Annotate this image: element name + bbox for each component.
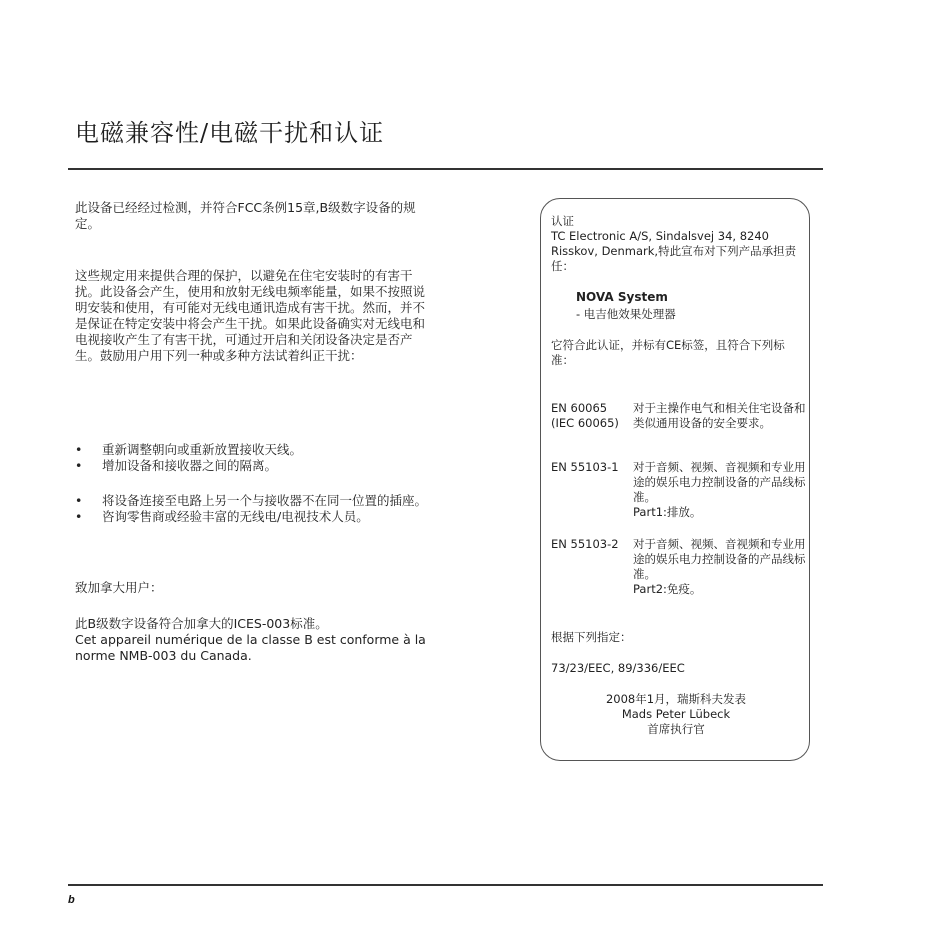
- bullet-marker: •: [75, 442, 83, 457]
- list-item-text: 增加设备和接收器之间的隔离。: [102, 458, 278, 473]
- signer-title: 首席执行官: [647, 722, 705, 736]
- standard-code: EN 55103-1: [551, 460, 619, 474]
- fcc-compliance-paragraph: 此设备已经经过检测，并符合FCC条例15章,B级数字设备的规定。: [75, 200, 416, 231]
- remedy-list-group-2: [75, 493, 445, 525]
- canada-compliance-text: [75, 616, 447, 664]
- list-item-text: 咨询零售商或经验丰富的无线电/电视技术人员。: [102, 509, 369, 524]
- signature-block: [551, 692, 801, 737]
- header-divider: [68, 168, 823, 170]
- certification-title: 认证: [551, 214, 574, 228]
- list-item: [75, 442, 445, 458]
- list-item-text: 将设备连接至电路上另一个与接收器不在同一位置的插座。: [102, 493, 428, 508]
- issue-date-place: 2008年1月，瑞斯科夫发表: [605, 692, 747, 706]
- standard-code: EN 60065 (IEC 60065): [551, 401, 619, 430]
- canada-line-french: Cet appareil numérique de la classe B est conforme à la norme NMB-003 du Canada.: [75, 632, 426, 663]
- canada-line-chinese: 此B级数字设备符合加拿大的ICES-003标准。: [75, 616, 328, 631]
- list-item-text: 重新调整朝向或重新放置接收天线。: [102, 442, 303, 457]
- page-number: b: [68, 894, 75, 906]
- bullet-marker: •: [75, 509, 83, 524]
- product-name: NOVA System: [576, 290, 668, 304]
- standard-description: [633, 460, 806, 520]
- canada-heading: 致加拿大用户：: [75, 580, 163, 595]
- directive-label: 根据下列指定：: [551, 630, 632, 644]
- list-item: [75, 509, 445, 525]
- ce-statement: 它符合此认证，并标有CE标签，且符合下列标准：: [551, 338, 785, 367]
- list-item: [75, 458, 445, 474]
- interference-paragraph: 这些规定用来提供合理的保护，以避免在住宅安装时的有害干扰。此设备会产生，使用和放射无线电频率能量，如果不按照说明安装和使用，有可能对无线电通讯造成有害干扰。然而，并不是保证在特定安装中将会产生干扰。如果此设备确实对无线电和电视接收产生了有害干扰，可通过开启和关闭设备决定是否产生。鼓励用户用下列一种或多种方法试着纠正干扰：: [75, 268, 426, 363]
- standard-description-text: 对于音频、视频、音视频和专业用途的娱乐电力控制设备的产品线标准。: [633, 460, 806, 504]
- bullet-marker: •: [75, 458, 83, 473]
- standard-part: Part2:免疫。: [633, 582, 702, 596]
- bullet-marker: •: [75, 493, 83, 508]
- standard-description: 对于主操作电气和相关住宅设备和类似通用设备的安全要求。: [633, 401, 806, 430]
- product-description: - 电吉他效果处理器: [576, 307, 676, 321]
- list-item: [75, 493, 445, 509]
- standard-description-text: 对于音频、视频、音视频和专业用途的娱乐电力控制设备的产品线标准。: [633, 537, 806, 581]
- standard-code: EN 55103-2: [551, 537, 619, 551]
- directive-list: 73/23/EEC, 89/336/EEC: [551, 661, 685, 675]
- remedy-list-group-1: [75, 442, 445, 474]
- footer-divider: [68, 884, 823, 886]
- company-declaration: TC Electronic A/S, Sindalsvej 34, 8240 Risskov, Denmark,特此宣布对下列产品承担责任：: [551, 229, 797, 273]
- standard-part: Part1:排放。: [633, 505, 702, 519]
- signer-name: Mads Peter Lübeck: [621, 707, 731, 721]
- page-title: 电磁兼容性/电磁干扰和认证: [75, 119, 385, 147]
- standard-description: [633, 537, 806, 597]
